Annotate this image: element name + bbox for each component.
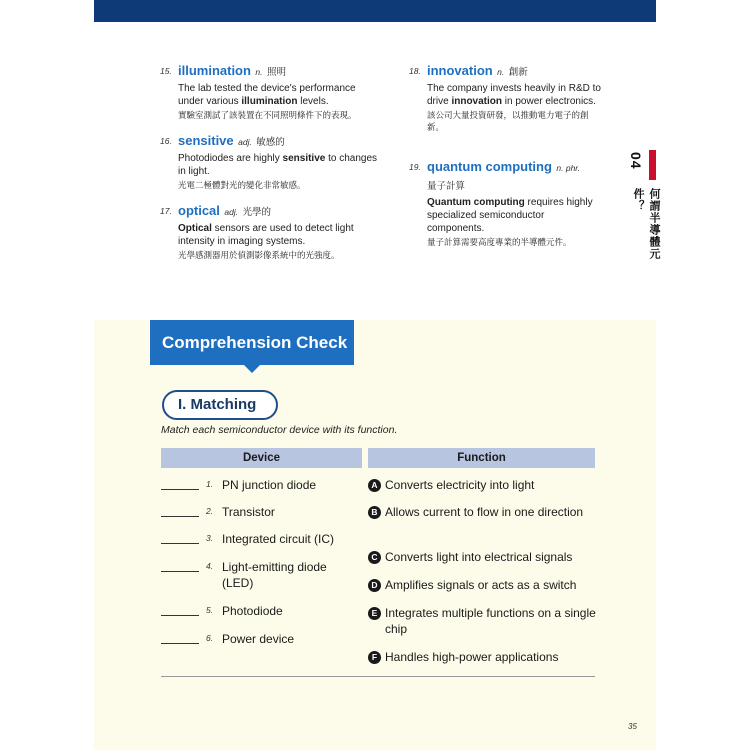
device-label: Transistor: [222, 505, 275, 519]
vocab-chinese: 量子計算: [427, 181, 466, 192]
vocab-entry-18: [409, 62, 602, 133]
vocab-number: 18.: [409, 66, 421, 76]
vocab-translation: 該公司大量投資研發，以推動電力電子的創新。: [427, 110, 589, 132]
device-column-header: Device: [161, 448, 362, 468]
vocab-chinese: 創新: [508, 67, 528, 78]
device-number: 5.: [206, 605, 214, 615]
vocab-sentence: Optical sensors are used to detect light intensity in imaging systems.: [178, 223, 354, 247]
vocab-chinese: 照明: [266, 67, 286, 78]
chapter-code: 04: [628, 152, 644, 170]
answer-blank[interactable]: [161, 571, 199, 572]
vocab-word: innovation: [427, 63, 493, 78]
function-label: Converts electricity into light: [385, 478, 535, 492]
vocab-number: 16.: [160, 136, 172, 146]
top-bar: [94, 0, 656, 22]
answer-blank[interactable]: [161, 543, 199, 544]
vocab-entry-16: [160, 132, 378, 191]
vocab-sentence: Quantum computing requires highly specialized semiconductor components.: [427, 197, 593, 234]
device-label: Light-emitting diode (LED): [222, 560, 327, 590]
device-number: 1.: [206, 479, 214, 489]
device-number: 3.: [206, 533, 214, 543]
vocab-word: optical: [178, 203, 220, 218]
vocab-pos: n. phr.: [556, 163, 581, 173]
function-letter-badge: A: [368, 479, 381, 492]
function-label: Allows current to flow in one direction: [385, 505, 584, 519]
section-pill: [162, 390, 278, 420]
vocab-number: 17.: [160, 206, 172, 216]
device-number: 4.: [206, 561, 214, 571]
vocab-word: quantum computing: [427, 159, 552, 174]
chapter-tab-marker: [649, 150, 656, 180]
vocab-sentence: Photodiodes are highly sensitive to changes in light.: [178, 153, 378, 177]
function-letter-badge: E: [368, 607, 381, 620]
device-label: Integrated circuit (IC): [222, 532, 335, 546]
vocab-word: illumination: [178, 63, 251, 78]
vocab-number: 15.: [160, 66, 172, 76]
device-label: Photodiode: [222, 604, 283, 618]
comprehension-panel: [94, 320, 656, 750]
function-letter-badge: C: [368, 551, 381, 564]
vocab-word: sensitive: [178, 133, 234, 148]
vocab-chinese: 敏感的: [256, 137, 285, 148]
vocab-sentence: The company invests heavily in R&D to drive innovation in power electronics.: [427, 83, 601, 107]
function-letter-badge: F: [368, 651, 381, 664]
device-label: Power device: [222, 632, 295, 646]
function-label: Handles high-power applications: [385, 650, 559, 664]
vocab-translation: 量子計算需要高度專業的半導體元件。: [427, 237, 572, 247]
page-number: 35: [628, 722, 637, 731]
answer-blank[interactable]: [161, 489, 199, 490]
function-label: Amplifies signals or acts as a switch: [385, 578, 577, 592]
section-title: I. Matching: [178, 396, 257, 413]
vocab-sentence: The lab tested the device's performance under various illumination levels.: [178, 83, 356, 107]
vocab-translation: 光學感測器用於偵測影像系統中的光強度。: [178, 250, 340, 260]
function-label: Integrates multiple functions on a single chip: [385, 606, 596, 636]
vocab-translation: 光電二極體對光的變化非常敏感。: [178, 180, 306, 190]
function-label: Converts light into electrical signals: [385, 550, 573, 564]
function-letter-badge: D: [368, 579, 381, 592]
vocab-entry-15: [160, 62, 378, 121]
device-label: PN junction diode: [222, 478, 317, 492]
device-number: 6.: [206, 633, 214, 643]
answer-blank[interactable]: [161, 516, 199, 517]
vocab-pos: n.: [497, 67, 505, 77]
vocab-translation: 實驗室測試了該裝置在不同照明條件下的表現。: [178, 110, 357, 120]
function-column-header: Function: [368, 448, 595, 468]
vocab-entry-17: [160, 202, 378, 261]
chapter-side-tab: [622, 150, 660, 270]
function-letter-badge: B: [368, 506, 381, 519]
chapter-title: 何謂半導體元件？: [632, 188, 660, 260]
answer-blank[interactable]: [161, 643, 199, 644]
table-bottom-rule: [161, 676, 595, 677]
comprehension-banner: [150, 320, 354, 365]
answer-blank[interactable]: [161, 615, 199, 616]
vocab-pos: adj.: [224, 207, 239, 217]
vocab-chinese: 光學的: [242, 207, 272, 218]
vocab-entry-19: [409, 158, 602, 248]
vocab-number: 19.: [409, 162, 421, 172]
device-number: 2.: [206, 506, 214, 516]
vocab-pos: adj.: [238, 137, 252, 147]
vocab-pos: n.: [255, 67, 263, 77]
instruction: Match each semiconductor device with its function.: [161, 424, 398, 436]
comprehension-title: Comprehension Check: [162, 333, 348, 352]
